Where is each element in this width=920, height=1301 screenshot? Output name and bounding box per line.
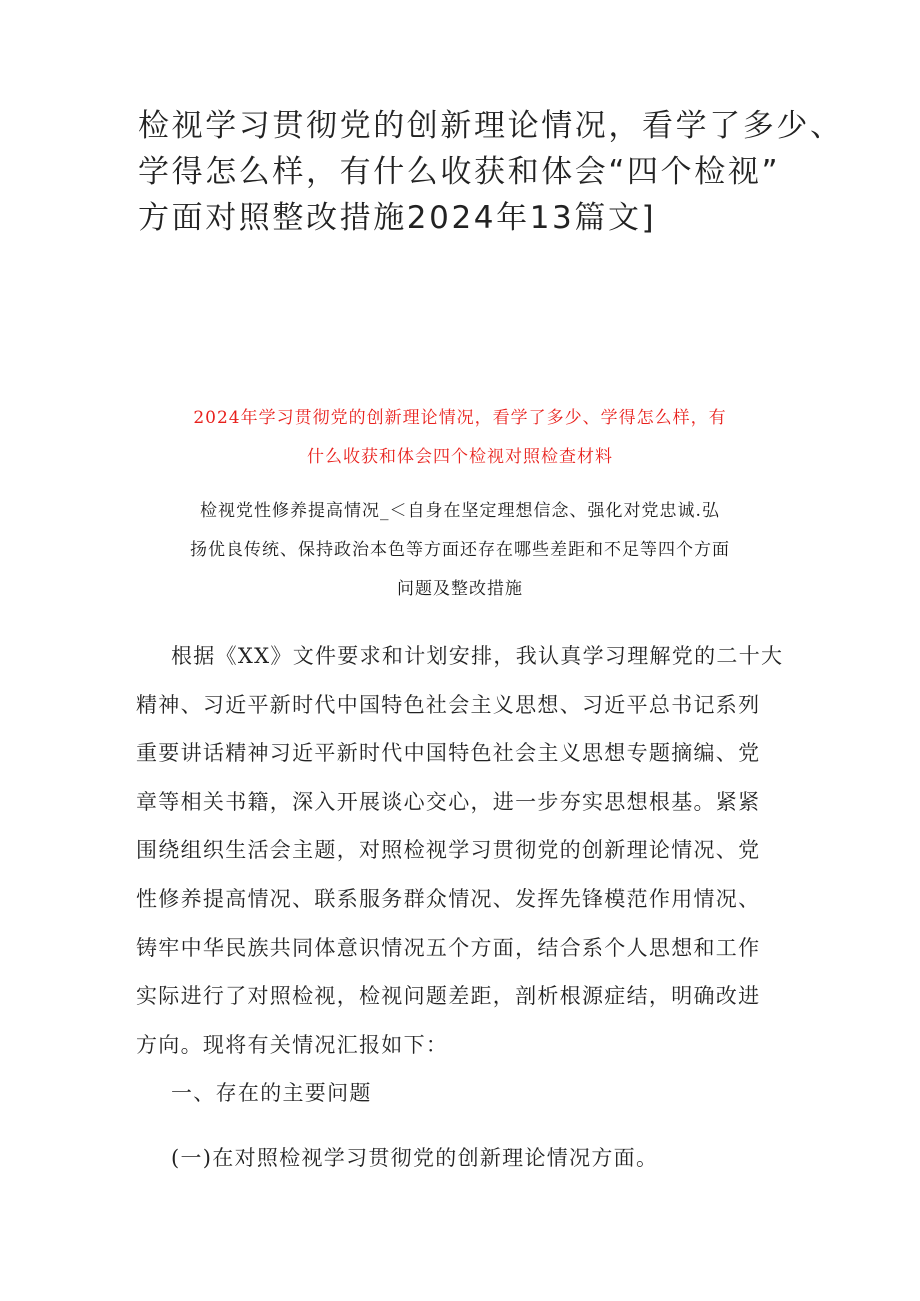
title-line: 学得怎么样，有什么收获和体会“四个检视” (138, 154, 781, 190)
section-heading: 一、存在的主要问题 (171, 1081, 372, 1105)
body-line: 根据《XX》文件要求和计划安排，我认真学习理解党的二十大 (171, 644, 784, 668)
sub-heading-line: 扬优良传统、保持政治本色等方面还存在哪些差距和不足等四个方面 (190, 540, 730, 560)
body-line: 方向。现将有关情况汇报如下： (136, 1032, 449, 1057)
title-line: 检视学习贯彻党的创新理论情况，看学了多少、 (138, 108, 844, 144)
red-heading (120, 399, 800, 477)
body-line: 围绕组织生活会主题，对照检视学习贯彻党的创新理论情况、党 (136, 838, 761, 863)
subsection-heading: (一)在对照检视学习贯彻党的创新理论情况方面。 (171, 1146, 659, 1170)
red-heading-line: 2024年学习贯彻党的创新理论情况，看学了多少、学得怎么样，有 (193, 408, 727, 428)
body-line: 章等相关书籍，深入开展谈心交心，进一步夯实思想根基。紧紧 (136, 789, 761, 814)
sub-heading-line: 检视党性修养提高情况_＜自身在坚定理想信念、强化对党忠诚.弘 (200, 501, 720, 521)
body-line: 重要讲话精神习近平新时代中国特色社会主义思想专题摘编、党 (136, 741, 761, 766)
sub-heading (120, 492, 800, 609)
title-line: 方面对照整改措施2024年13篇文] (138, 200, 657, 236)
sub-heading-line: 问题及整改措施 (397, 579, 523, 599)
body-line: 性修养提高情况、联系服务群众情况、发挥先锋模范作用情况、 (136, 886, 761, 911)
body-line: 实际进行了对照检视，检视问题差距，剖析根源症结，明确改进 (136, 984, 761, 1009)
document-title (138, 103, 844, 241)
body-line: 铸牢中华民族共同体意识情况五个方面，结合系个人思想和工作 (136, 935, 761, 960)
body-line: 精神、习近平新时代中国特色社会主义思想、习近平总书记系列 (136, 692, 761, 717)
red-heading-line: 什么收获和体会四个检视对照检查材料 (307, 447, 613, 467)
body-paragraph (136, 632, 796, 1069)
